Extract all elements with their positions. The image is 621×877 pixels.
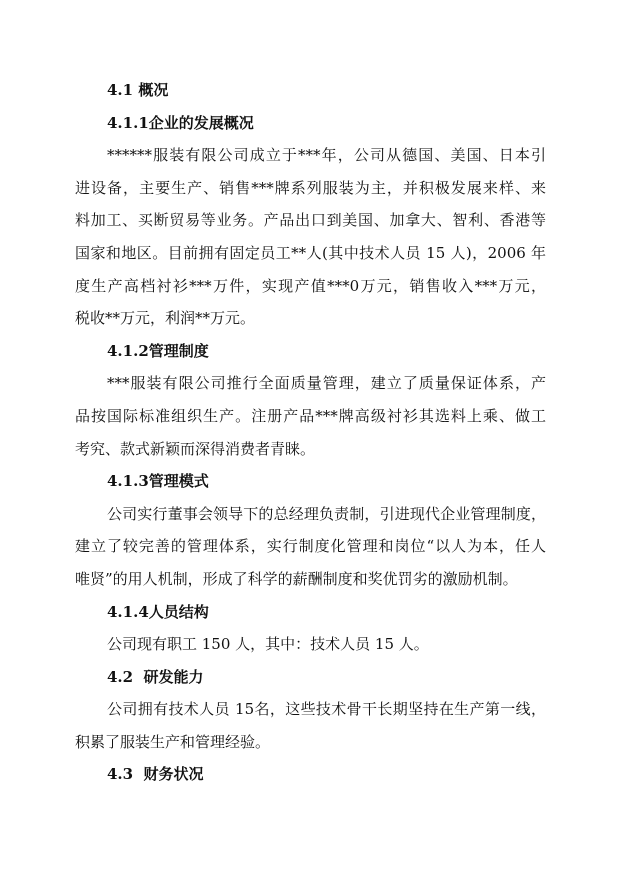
paragraph-line: 税收**万元，利润**万元。 — [75, 309, 256, 328]
section-heading: 4.1 概况 — [107, 81, 169, 99]
paragraph-line: 考究、款式新颖而深得消费者青睐。 — [75, 439, 316, 458]
paragraph-line: 公司现有职工 150 人，其中：技术人员 15 人。 — [107, 635, 429, 654]
section-heading: 4.2 研发能力 — [107, 667, 204, 686]
paragraph-line: 公司实行董事会领导下的总经理负责制，引进现代企业管理制度， — [107, 504, 546, 523]
paragraph-line: ***服装有限公司推行全面质量管理，建立了质量保证体系，产 — [107, 374, 546, 393]
paragraph-line: 建立了较完善的管理体系，实行制度化管理和岗位“以人为本，任人 — [75, 537, 546, 556]
subsection-heading: 4.1.1企业的发展概况 — [107, 113, 254, 132]
section-heading: 4.3 财务状况 — [107, 765, 204, 784]
document-body — [75, 74, 546, 791]
paragraph-line: 料加工、买断贸易等业务。产品出口到美国、加拿大、智利、香港等 — [75, 211, 546, 230]
subsection-heading: 4.1.2管理制度 — [107, 341, 209, 360]
paragraph — [75, 628, 546, 661]
paragraph-line: 国家和地区。目前拥有固定员工**人(其中技术人员 15 人)，2006 年 — [75, 243, 546, 262]
subsection-heading: 4.1.4人员结构 — [107, 602, 209, 621]
paragraph-line: 唯贤”的用人机制，形成了科学的薪酬制度和奖优罚劣的激励机制。 — [75, 569, 518, 588]
paragraph-line: 进设备，主要生产、销售***牌系列服装为主，并积极发展来样、来 — [75, 178, 546, 197]
paragraph-line: 品按国际标准组织生产。注册产品***牌高级衬衫其选料上乘、做工 — [75, 406, 546, 425]
paragraph — [75, 139, 546, 335]
paragraph-line: 度生产高档衬衫***万件，实现产值***0万元，销售收入***万元， — [75, 276, 546, 295]
subsection-heading: 4.1.3管理模式 — [107, 472, 209, 491]
paragraph-line: 积累了服装生产和管理经验。 — [75, 732, 271, 751]
paragraph — [75, 693, 546, 758]
paragraph — [75, 367, 546, 465]
paragraph — [75, 498, 546, 596]
paragraph-line: ******服装有限公司成立于***年，公司从德国、美国、日本引 — [107, 146, 546, 165]
paragraph-line: 公司拥有技术人员 15名，这些技术骨干长期坚持在生产第一线， — [107, 700, 546, 719]
